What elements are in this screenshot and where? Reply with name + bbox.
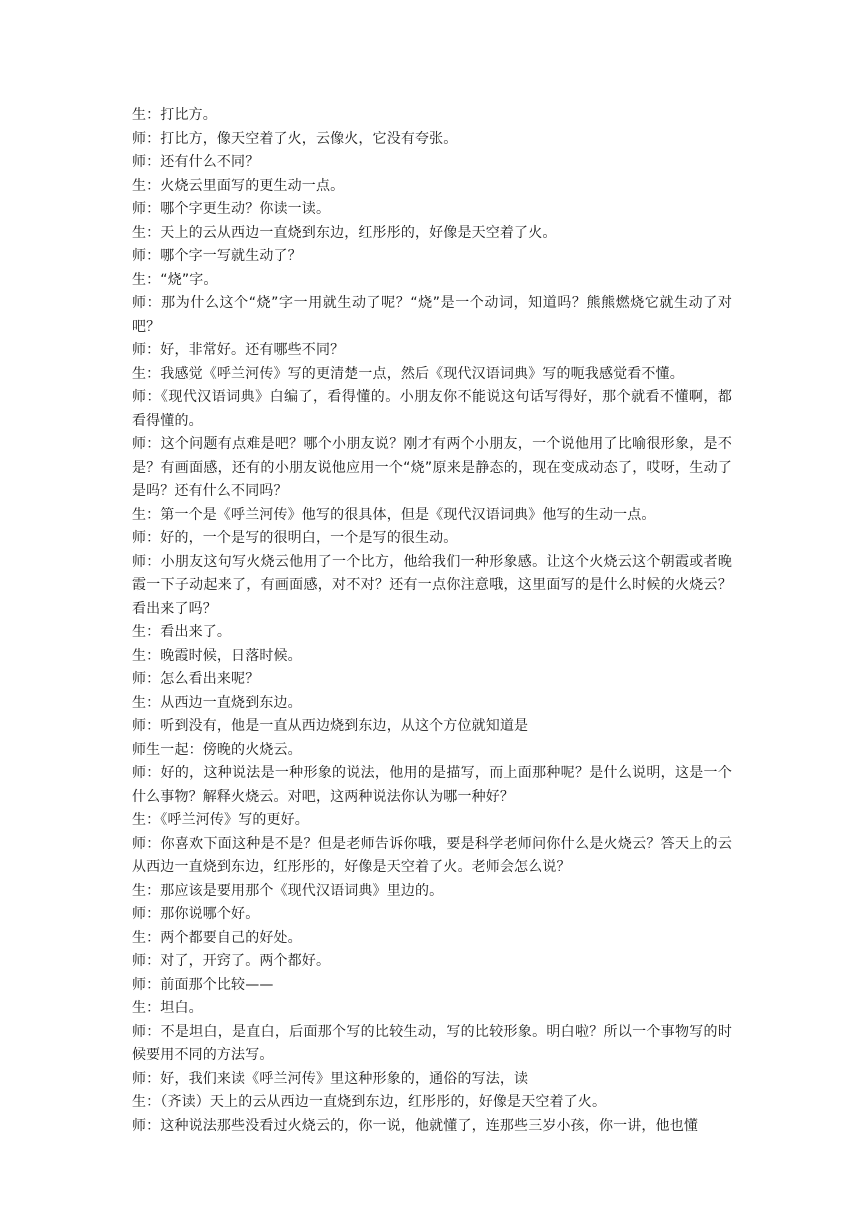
dialogue-line: 生：天上的云从西边一直烧到东边，红彤彤的，好像是天空着了火。: [132, 224, 557, 241]
dialogue-line: 生：从西边一直烧到东边。: [132, 694, 302, 711]
dialogue-line: 师：不是坦白，是直白，后面那个写的比较生动，写的比较形象。明白啦？所以一个事物写的时候要用不同的方法写。: [132, 1023, 732, 1063]
dialogue-line: 师：打比方，像天空着了火，云像火，它没有夸张。: [132, 130, 458, 147]
dialogue-line: 师：怎么看出来呢？: [132, 671, 260, 687]
dialogue-line: 师：好的，这种说法是一种形象的说法，他用的是描写，而上面那种呢？是什么说明，这是一个什么事物？解释火烧云。对吧，这两种说法你认为哪一种好？: [132, 765, 732, 805]
dialogue-line: 师：前面那个比较——: [132, 976, 274, 993]
dialogue-line: 师：好，我们来读《呼兰河传》里这种形象的，通俗的写法，读: [132, 1070, 529, 1087]
dialogue-line: 师：还有什么不同？: [132, 154, 260, 170]
dialogue-line: 师：这种说法那些没看过火烧云的，你一说，他就懂了，连那些三岁小孩，你一讲，他也懂: [132, 1117, 698, 1134]
dialogue-line: 师：那为什么这个“烧”字一用就生动了呢？“烧”是一个动词，知道吗？熊熊燃烧它就生动了对吧？: [132, 295, 732, 335]
dialogue-line: 师：《现代汉语词典》白编了，看得懂的。小朋友你不能说这句话写得好，那个就看不懂啊，都看得懂的。: [132, 389, 732, 429]
dialogue-line: 生：晚霞时候，日落时候。: [132, 647, 302, 664]
dialogue-line: 生：《呼兰河传》写的更好。: [132, 812, 309, 828]
dialogue-line: 师：小朋友这句写火烧云他用了一个比方，他给我们一种形象感。让这个火烧云这个朝霞或者晚霞一下子动起来了，有画面感，对不对？还有一点你注意哦，这里面写的是什么时候的火烧云？看出来了吗？: [132, 553, 732, 617]
dialogue-line: 师：你喜欢下面这种是不是？但是老师告诉你哦，要是科学老师问你什么是火烧云？答天上的云从西边一直烧到东边，红彤彤的，好像是天空着了火。老师会怎么说？: [132, 835, 732, 875]
dialogue-line: 生：坦白。: [132, 1000, 203, 1016]
dialogue-line: 师：好，非常好。还有哪些不同？: [132, 342, 345, 358]
dialogue-line: 师：好的，一个是写的很明白，一个是写的很生动。: [132, 530, 458, 546]
dialogue-line: 师：对了，开窍了。两个都好。: [132, 953, 331, 969]
dialogue-line: 生：我感觉《呼兰河传》写的更清楚一点，然后《现代汉语词典》写的呃我感觉看不懂。: [132, 365, 684, 382]
dialogue-line: 生：“烧”字。: [132, 271, 218, 288]
dialogue-line: 师：听到没有，他是一直从西边烧到东边，从这个方位就知道是: [132, 718, 529, 734]
dialogue-line: 生：火烧云里面写的更生动一点。: [132, 177, 345, 194]
dialogue-line: 师：哪个字一写就生动了？: [132, 248, 302, 264]
dialogue-line: 师生一起：傍晚的火烧云。: [132, 741, 302, 758]
dialogue-line: 生：第一个是《呼兰河传》他写的很具体，但是《现代汉语词典》他写的生动一点。: [132, 506, 656, 523]
dialogue-line: 师：哪个字更生动？你读一读。: [132, 201, 331, 217]
transcript-body: [132, 104, 732, 1138]
dialogue-line: 生：（齐读）天上的云从西边一直烧到东边，红彤彤的，好像是天空着了火。: [132, 1094, 607, 1110]
dialogue-line: 生：看出来了。: [132, 624, 232, 640]
dialogue-line: 生：两个都要自己的好处。: [132, 929, 302, 946]
dialogue-line: 师：那你说哪个好。: [132, 906, 260, 922]
dialogue-line: 生：打比方。: [132, 107, 217, 123]
dialogue-line: 师：这个问题有点难是吧？哪个小朋友说？刚才有两个小朋友，一个说他用了比喻很形象，是不是？有画面感，还有的小朋友说他应用一个“烧”原来是静态的，现在变成动态了，哎呀，生动了是吗？还有什么不同吗？: [132, 436, 732, 499]
dialogue-line: 生：那应该是要用那个《现代汉语词典》里边的。: [132, 882, 444, 899]
